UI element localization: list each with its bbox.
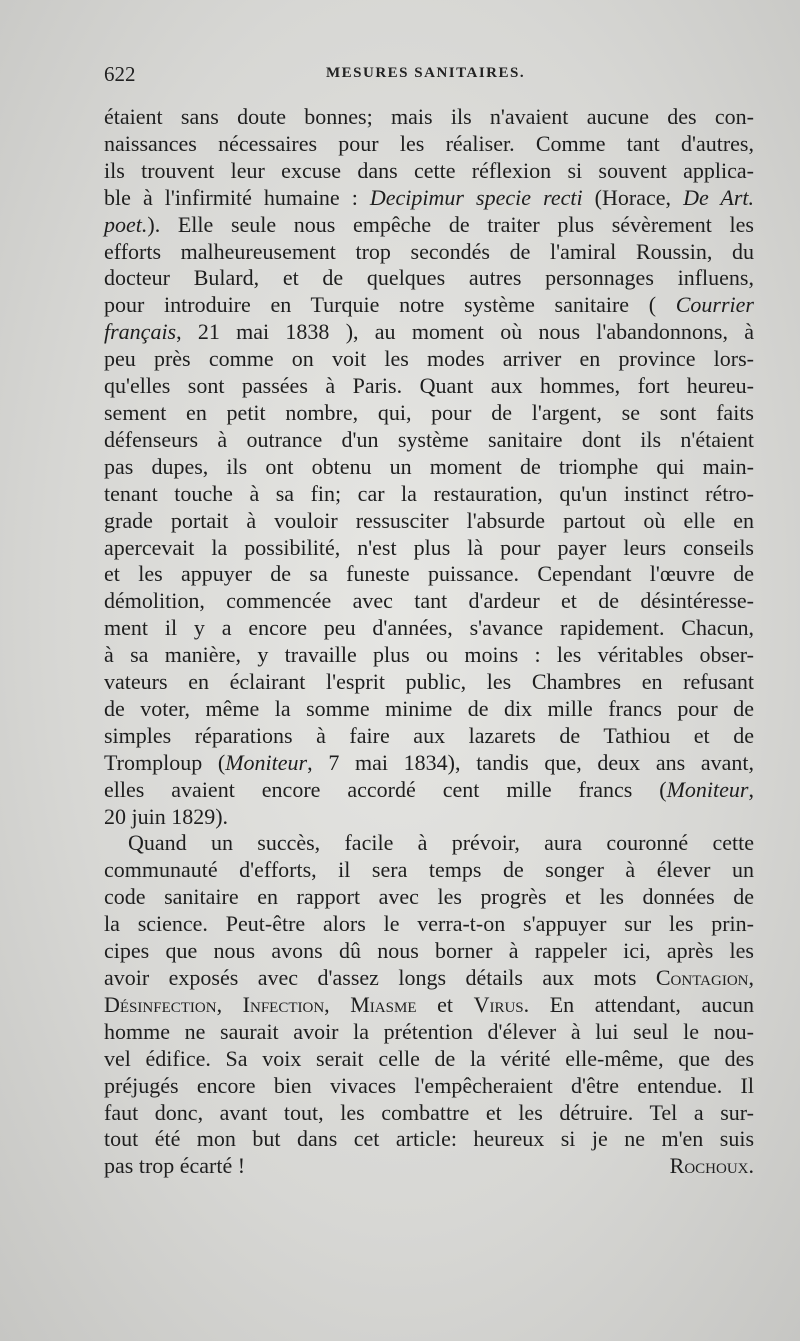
running-title: MESURES SANITAIRES.	[326, 65, 526, 81]
text-line: vateurs en éclairant l'esprit public, les Chambres en refusant	[104, 669, 754, 695]
text-line: naissances nécessaires pour les réaliser. Comme tant d'autres,	[104, 130, 754, 156]
text-run: ,	[748, 776, 754, 802]
text-line: peu près comme on voit les modes arriver en province lors-	[104, 346, 754, 372]
text-line: défenseurs à outrance d'un système sanitaire dont ils n'étaient	[104, 426, 754, 452]
latin-quote: Decipimur specie recti	[369, 184, 583, 210]
text-run: elles avaient encore accordé cent mille francs (	[104, 776, 667, 802]
page-body	[104, 104, 754, 1180]
text-line	[104, 777, 754, 804]
text-line: vel édifice. Sa voix serait celle de la vérité elle-même, que des	[104, 1045, 754, 1071]
text-line: docteur Bulard, et de quelques autres personnages influens,	[104, 265, 754, 291]
text-line	[104, 185, 754, 212]
text-run: avoir exposés avec d'assez longs détails aux mots	[104, 965, 637, 990]
page-number: 622	[104, 62, 136, 86]
text-line	[104, 750, 754, 777]
text-line: démolition, commencée avec tant d'ardeur et de désintéresse-	[104, 588, 754, 614]
text-line: simples réparations à faire aux lazarets de Tathiou et de	[104, 722, 754, 748]
text-line: préjugés encore bien vivaces l'empêcheraient d'être entendue. Il	[104, 1072, 754, 1098]
cross-reference: Virus	[473, 991, 524, 1017]
text-line: tout été mon but dans cet article: heureux si je ne m'en suis	[104, 1126, 754, 1152]
text-line	[104, 319, 754, 346]
page-header	[104, 62, 754, 92]
cross-reference: Désinfection	[104, 991, 217, 1017]
citation-title: poet.	[104, 211, 148, 237]
text-run: pas trop écarté !	[104, 1153, 246, 1179]
citation-title: Moniteur	[225, 749, 308, 775]
citation-title: français	[104, 319, 177, 345]
citation-title: Moniteur	[666, 776, 749, 802]
text-run: Tromploup (	[104, 749, 226, 775]
citation-title: De Art.	[683, 184, 754, 210]
text-run: . En attendant, aucun	[523, 991, 754, 1017]
text-line: faut donc, avant tout, les combattre et les détruire. Tel a sur-	[104, 1099, 754, 1125]
text-line: qu'elles sont passées à Paris. Quant aux hommes, fort heureu-	[104, 373, 754, 399]
text-line: avoir exposés avec d'assez longs détails aux mots Contagion,	[104, 965, 755, 990]
text-line: sement en petit nombre, qui, pour de l'argent, se sont faits	[104, 399, 754, 425]
citation-title: Courrier	[675, 292, 754, 318]
text-run: ). Elle seule nous empêche de traiter plus sévèrement les	[147, 211, 754, 237]
text-run: pour introduire en Turquie notre système sanitaire (	[104, 292, 676, 318]
text-line	[104, 212, 754, 239]
text-line: et les appuyer de sa funeste puissance. Cependant l'œuvre de	[104, 561, 754, 587]
text-line: étaient sans doute bonnes; mais ils n'avaient aucune des con-	[104, 104, 754, 129]
text-line: Quand un succès, facile à prévoir, aura couronné cette	[128, 830, 754, 856]
text-line: tenant touche à sa fin; car la restauration, qu'un instinct rétro-	[104, 480, 754, 506]
text-run: , 21 mai 1838 ), au moment où nous l'abandonnons, à	[176, 319, 754, 345]
cross-reference: Infection	[242, 991, 325, 1017]
paragraph-2	[104, 830, 754, 1180]
text-line	[104, 292, 754, 319]
text-line: ils trouvent leur excuse dans cette réflexion si souvent applica-	[104, 157, 754, 183]
text-run: et	[437, 991, 453, 1017]
cross-reference: Miasme	[350, 991, 417, 1017]
text-run: (Horace,	[582, 184, 684, 210]
text-line: communauté d'efforts, il sera temps de songer à élever un	[104, 857, 754, 883]
paragraph-1	[104, 104, 754, 830]
text-line: code sanitaire en rapport avec les progrès et les données de	[104, 884, 754, 910]
text-line: à sa manière, y travaille plus ou moins : les véritables obser-	[104, 642, 754, 668]
author-signature: Rochoux.	[669, 1153, 754, 1179]
text-line: homme ne saurait avoir la prétention d'élever à lui seul le nou-	[104, 1018, 754, 1044]
text-line: efforts malheureusement trop secondés de l'amiral Roussin, du	[104, 238, 754, 264]
text-line: 20 juin 1829).	[104, 803, 229, 829]
text-run: , 7 mai 1834), tandis que, deux ans avant,	[307, 749, 754, 775]
text-line: cipes que nous avons dû nous borner à rappeler ici, après les	[104, 938, 754, 964]
text-line: Désinfection, Infection, Miasme et Virus. En attendant, aucun	[104, 991, 754, 1017]
text-line: de voter, même la somme minime de dix mille francs pour de	[104, 695, 754, 721]
text-line	[104, 1153, 754, 1180]
text-line: pas dupes, ils ont obtenu un moment de triomphe qui main-	[104, 453, 754, 479]
text-run: ble à l'infirmité humaine :	[104, 184, 370, 210]
cross-reference: Contagion	[655, 965, 749, 990]
text-line: grade portait à vouloir ressusciter l'absurde partout où elle en	[104, 507, 754, 533]
text-line: ment il y a encore peu d'années, s'avance rapidement. Chacun,	[104, 615, 754, 641]
text-line: la science. Peut-être alors le verra-t-on s'appuyer sur les prin-	[104, 911, 754, 937]
text-line: apercevait la possibilité, n'est plus là pour payer leurs conseils	[104, 534, 754, 560]
